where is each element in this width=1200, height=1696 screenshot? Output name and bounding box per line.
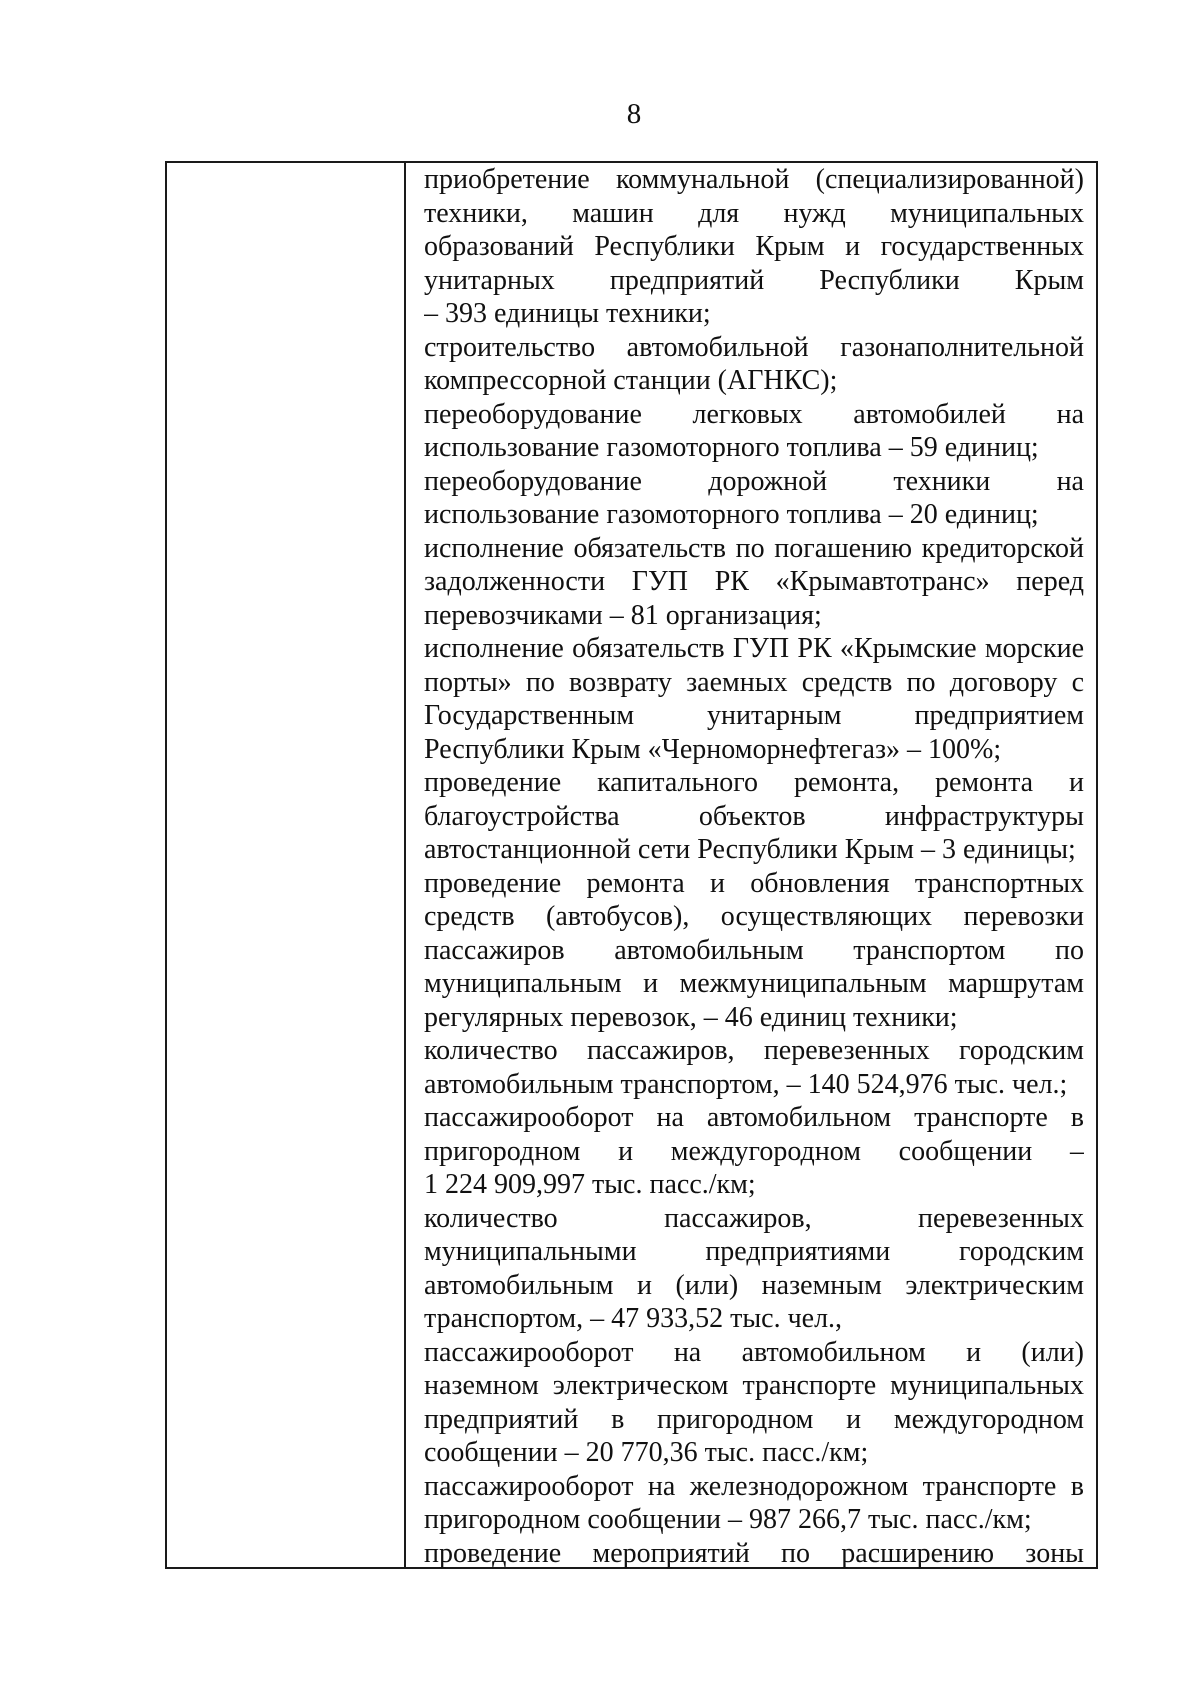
text-line: техники, машин для нужд муниципальных xyxy=(424,197,1084,229)
text-line: муниципальным и межмуниципальным маршрутам xyxy=(424,968,1084,999)
text-line: 1 224 909,997 тыс. пасс./км; xyxy=(424,1169,756,1200)
text-line: использование газомоторного топлива – 20 единиц; xyxy=(424,499,1039,530)
text-line: наземном электрическом транспорте муниципальных xyxy=(424,1370,1084,1401)
text-line: проведение капитального ремонта, ремонта и xyxy=(424,767,1084,798)
text-line: автомобильным и (или) наземным электрическим xyxy=(424,1269,1084,1301)
text-line: переоборудование легковых автомобилей на xyxy=(424,398,1084,430)
text-line: образований Республики Крым и государственных xyxy=(424,231,1084,262)
text-line: пригородном и междугородном сообщении – xyxy=(424,1135,1084,1167)
document-table xyxy=(165,161,1098,1569)
text-line: унитарных предприятий Республики Крым xyxy=(424,264,1084,296)
text-line: сообщении – 20 770,36 тыс. пасс./км; xyxy=(424,1437,869,1468)
text-line: транспортом, – 47 933,52 тыс. чел., xyxy=(424,1303,843,1334)
text-line: муниципальными предприятиями городским xyxy=(424,1236,1084,1267)
text-line: исполнение обязательств ГУП РК «Крымские морские xyxy=(424,633,1084,664)
text-line: средств (автобусов), осуществляющих перевозки xyxy=(424,901,1084,932)
text-line: пассажирооборот на автомобильном транспорте в xyxy=(424,1102,1084,1133)
text-line: пассажирооборот на железнодорожном транспорте в xyxy=(424,1470,1084,1502)
text-line: автомобильным транспортом, – 140 524,976 тыс. чел.; xyxy=(424,1068,1068,1100)
text-line: количество пассажиров, перевезенных городским xyxy=(424,1035,1084,1066)
text-line: приобретение коммунальной (специализированной) xyxy=(424,164,1084,195)
text-line: регулярных перевозок, – 46 единиц техники; xyxy=(424,1001,958,1033)
text-line: исполнение обязательств по погашению кредиторской xyxy=(424,532,1084,564)
text-line: пассажиров автомобильным транспортом по xyxy=(424,934,1084,966)
text-line: перевозчиками – 81 организация; xyxy=(424,599,822,631)
text-line: Государственным унитарным предприятием xyxy=(424,700,1084,731)
text-line: благоустройства объектов инфраструктуры xyxy=(424,800,1084,832)
text-line: – 393 единицы техники; xyxy=(424,298,711,329)
text-line: пассажирооборот на автомобильном и (или) xyxy=(424,1336,1084,1368)
text-line: порты» по возврату заемных средств по договору с xyxy=(424,666,1084,698)
table-column-divider xyxy=(404,163,406,1567)
text-line: переоборудование дорожной техники на xyxy=(424,465,1084,497)
text-line: использование газомоторного топлива – 59 единиц; xyxy=(424,432,1039,463)
text-line: проведение ремонта и обновления транспортных xyxy=(424,867,1084,899)
text-line: строительство автомобильной газонаполнительной xyxy=(424,331,1084,363)
text-line: автостанционной сети Республики Крым – 3 единицы; xyxy=(424,834,1076,865)
text-line: проведение мероприятий по расширению зоны xyxy=(424,1537,1084,1569)
text-line: Республики Крым «Черноморнефтегаз» – 100%; xyxy=(424,733,1002,765)
table-cell-right xyxy=(424,163,1084,1570)
text-line: количество пассажиров, перевезенных xyxy=(424,1202,1084,1234)
page-number: 8 xyxy=(626,98,642,130)
text-line: задолженности ГУП РК «Крымавтотранс» перед xyxy=(424,566,1084,597)
text-line: предприятий в пригородном и междугородном xyxy=(424,1403,1084,1435)
text-line: компрессорной станции (АГНКС); xyxy=(424,365,838,396)
text-line: пригородном сообщении – 987 266,7 тыс. пасс./км; xyxy=(424,1504,1032,1535)
